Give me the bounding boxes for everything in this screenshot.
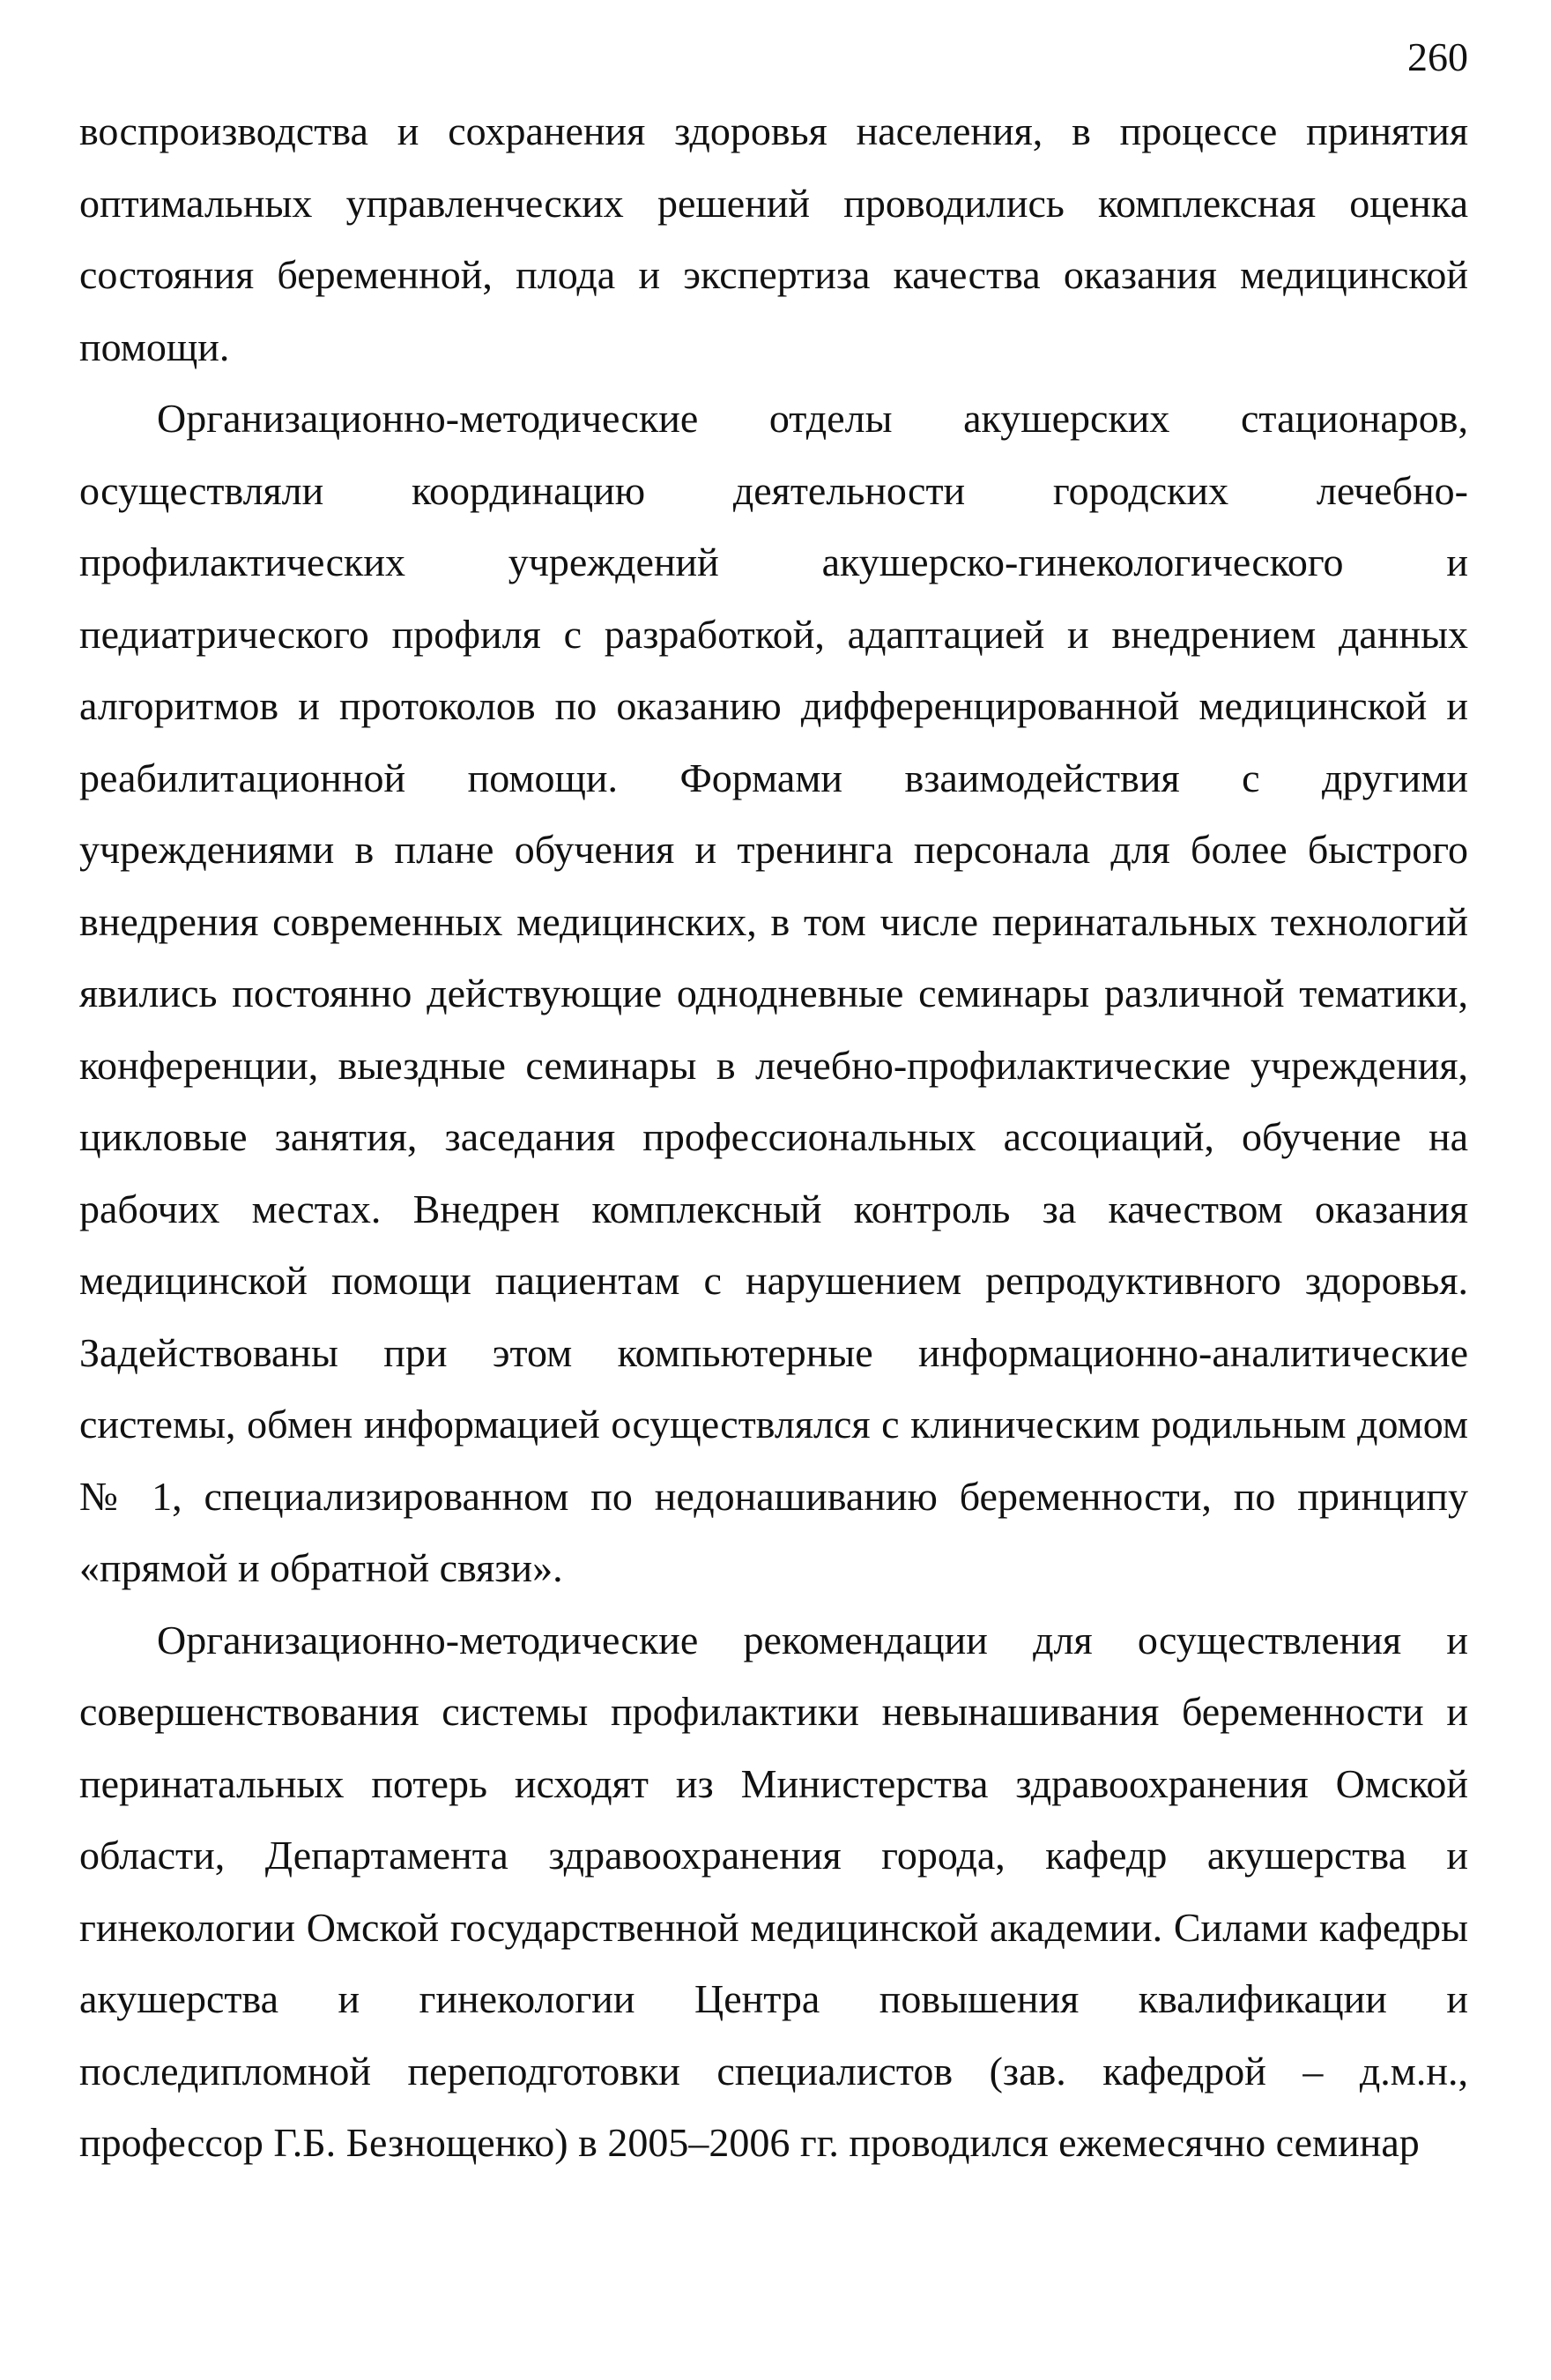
- paragraph-continuation: воспроизводства и сохранения здоровья населения, в процессе принятия оптимальных управленческих решений проводились комплексная оценка состояния беременной, плода и экспертиза качества оказания медицинской помощи.: [79, 108, 1468, 369]
- page-number: 260: [1407, 34, 1468, 79]
- paragraph-methodical-departments: Организационно-методические отделы акушерских стационаров, осуществляли координацию деятельности городских лечебно-профилактических учреждений акушерско-гинекологического и педиатрического профиля с разработкой, адаптацией и внедрением данных алгоритмов и протоколов по оказанию дифференцированной медицинской и реабилитационной помощи. Формами взаимодействия с другими учреждениями в плане обучения и тренинга персонала для более быстрого внедрения современных медицинских, в том числе перинатальных технологий явились постоянно действующие однодневные семинары различной тематики, конференции, выездные семинары в лечебно-профилактические учреждения, цикловые занятия, заседания профессиональных ассоциаций, обучение на рабочих местах. Внедрен комплексный контроль за качеством оказания медицинской помощи пациентам с нарушением репродуктивного здоровья. Задействованы при этом компьютерные информационно-аналитические системы, обмен информацией осуществлялся с клиническим родильным домом № 1, специализированном по недонашиванию беременности, по принципу «прямой и обратной связи».: [79, 396, 1468, 1590]
- paragraph-recommendations: Организационно-методические рекомендации для осуществления и совершенствования системы профилактики невынашивания беременности и перинатальных потерь исходят из Министерства здравоохранения Омской области, Департамента здравоохранения города, кафедр акушерства и гинекологии Омской государственной медицинской академии. Силами кафедры акушерства и гинекологии Центра повышения квалификации и последипломной переподготовки специалистов (зав. кафедрой – д.м.н., профессор Г.Б. Безнощенко) в 2005–2006 гг. проводился ежемесячно семинар: [79, 1617, 1468, 2165]
- body-text: [79, 95, 1468, 2179]
